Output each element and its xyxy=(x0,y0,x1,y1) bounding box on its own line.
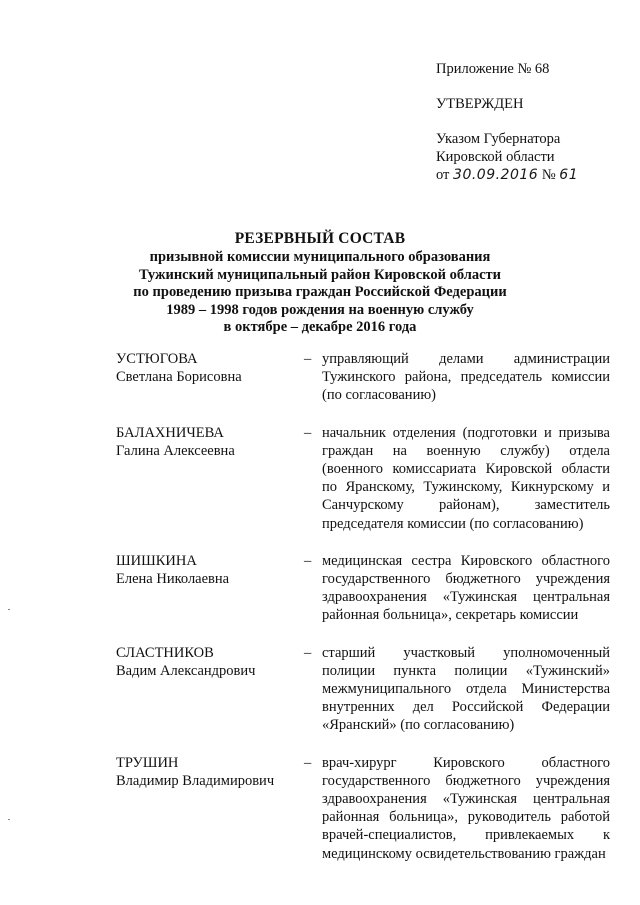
member-role: начальник отделения (подготовки и призыва граждан на военную службу) отдела (военного комиссариата Кировской области по Яранскому, Тужинскому, Кикнурскому и Санчурскому районам), заместитель председателя комиссии (по согласованию) xyxy=(322,424,610,532)
member-entry xyxy=(116,644,610,735)
member-given-names: Вадим Александрович xyxy=(116,662,256,679)
title-line: в октябре – декабре 2016 года xyxy=(223,319,417,335)
appendix-number: Приложение № 68 xyxy=(436,61,550,77)
decree-date-line xyxy=(436,166,626,184)
member-given-names: Галина Алексеевна xyxy=(116,442,235,459)
members-list xyxy=(116,350,610,863)
member-surname: БАЛАХНИЧЕВА xyxy=(116,424,224,441)
title-line: Тужинский муниципальный район Кировской области xyxy=(138,266,502,283)
member-name xyxy=(116,350,304,405)
member-role: врач-хирург Кировского областного государственного бюджетного учреждения здравоохранения «Тужинская центральная районная больница», руководитель работой врачей-специалистов, привлекаемых к медицинскому освидетельствованию граждан xyxy=(322,754,610,862)
member-given-names: Светлана Борисовна xyxy=(116,369,242,386)
dash-separator: – xyxy=(304,424,312,441)
document-title xyxy=(0,229,640,337)
approved-label: УТВЕРЖДЕН xyxy=(436,96,524,112)
member-role: управляющий делами администрации Тужинского района, председатель комиссии (по согласованию) xyxy=(322,351,610,404)
member-entry xyxy=(116,754,610,863)
dash-separator: – xyxy=(304,754,312,771)
decree-line-1: Указом Губернатора xyxy=(436,131,561,147)
member-name xyxy=(116,424,304,533)
member-surname: УСТЮГОВА xyxy=(116,351,198,367)
scan-speck xyxy=(8,819,10,820)
handwritten-date: 30.09.2016 xyxy=(453,167,539,183)
number-label: № xyxy=(541,167,556,183)
member-name xyxy=(116,754,304,863)
member-surname: ШИШКИНА xyxy=(116,552,197,569)
title-main: РЕЗЕРВНЫЙ СОСТАВ xyxy=(234,230,406,247)
member-name xyxy=(116,644,304,735)
member-surname: ТРУШИН xyxy=(116,754,179,771)
dash-separator: – xyxy=(304,351,312,367)
scan-speck xyxy=(8,609,10,610)
member-entry xyxy=(116,424,610,533)
from-label: от xyxy=(436,167,450,183)
member-role: старший участковый уполномоченный полиции пункта полиции «Тужинский» межмуниципального отдела Министерства внутренних дел Российской Федерации «Яранский» (по согласованию) xyxy=(322,644,610,734)
decree-line-2: Кировской области xyxy=(436,149,555,165)
member-surname: СЛАСТНИКОВ xyxy=(116,644,214,661)
member-role: медицинская сестра Кировского областного государственного бюджетного учреждения здравоохранения «Тужинская центральная районная больница», секретарь комиссии xyxy=(322,552,610,624)
approval-block xyxy=(436,60,626,184)
member-given-names: Елена Николаевна xyxy=(116,571,230,588)
title-line: 1989 – 1998 годов рождения на военную службу xyxy=(166,301,474,318)
member-given-names: Владимир Владимирович xyxy=(116,772,275,789)
dash-separator: – xyxy=(304,552,312,569)
member-entry xyxy=(116,350,610,405)
title-line: призывной комиссии муниципального образования xyxy=(149,249,491,265)
dash-separator: – xyxy=(304,644,312,661)
member-name xyxy=(116,552,304,625)
title-line: по проведению призыва граждан Российской Федерации xyxy=(133,284,507,300)
handwritten-number: 61 xyxy=(559,167,579,183)
member-entry xyxy=(116,552,610,625)
